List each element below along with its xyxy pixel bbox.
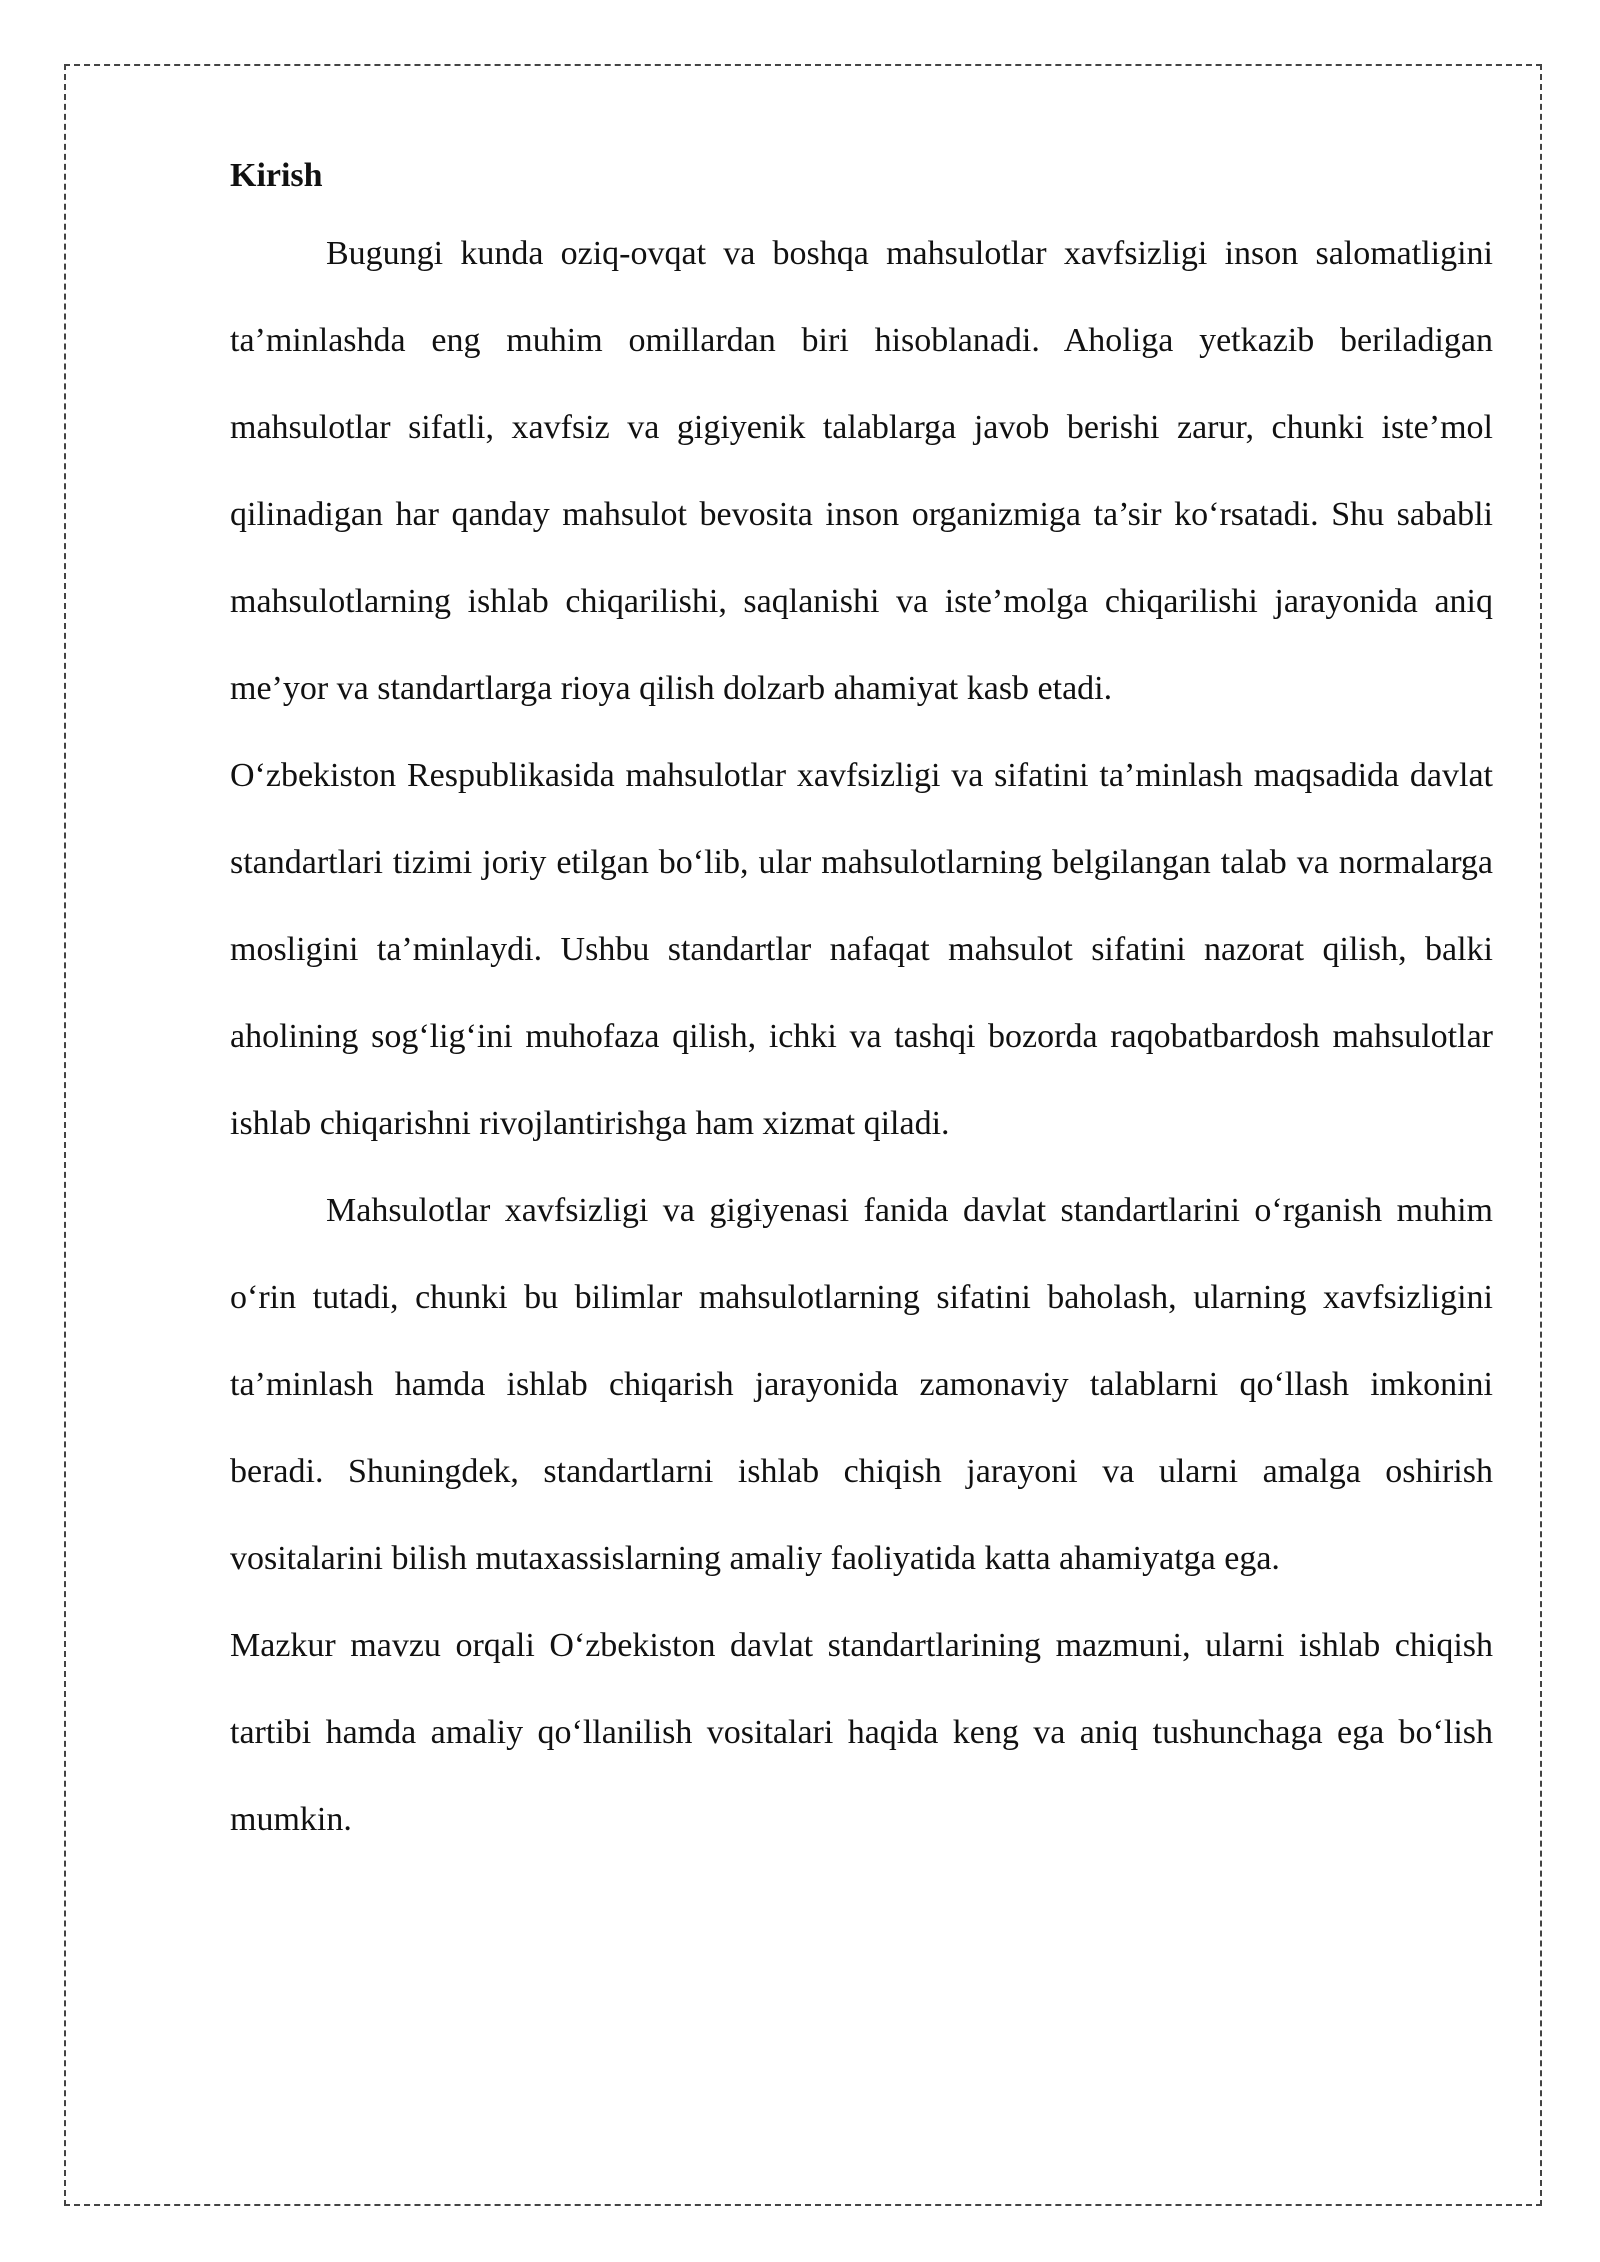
document-body — [230, 150, 1493, 1863]
paragraph-1: Bugungi kunda oziq-ovqat va boshqa mahsulotlar xavfsizligi inson salomatligini ta’minlashda eng muhim omillardan biri hisoblanadi. Aholiga yetkazib beriladigan mahsulotlar sifatli, xavfsiz va gigiyenik talablarga javob berishi zarur, chunki iste’mol qilinadigan har qanday mahsulot bevosita inson organizmiga ta’sir ko‘rsatadi. Shu sababli mahsulotlarning ishlab chiqarilishi, saqlanishi va iste’molga chiqarilishi jarayonida aniq me’yor va standartlarga rioya qilish dolzarb ahamiyat kasb etadi. — [230, 235, 1493, 707]
paragraph-2: O‘zbekiston Respublikasida mahsulotlar xavfsizligi va sifatini ta’minlash maqsadida davlat standartlari tizimi joriy etilgan bo‘lib, ular mahsulotlarning belgilangan talab va normalarga mosligini ta’minlaydi. Ushbu standartlar nafaqat mahsulot sifatini nazorat qilish, balki aholining sog‘lig‘ini muhofaza qilish, ichki va tashqi bozorda raqobatbardosh mahsulotlar ishlab chiqarishni rivojlantirishga ham xizmat qiladi. — [230, 757, 1493, 1142]
paragraph-3: Mahsulotlar xavfsizligi va gigiyenasi fanida davlat standartlarini o‘rganish muhim o‘rin tutadi, chunki bu bilimlar mahsulotlarning sifatini baholash, ularning xavfsizligini ta’minlash hamda ishlab chiqarish jarayonida zamonaviy talablarni qo‘llash imkonini beradi. Shuningdek, standartlarni ishlab chiqish jarayoni va ularni amalga oshirish vositalarini bilish mutaxassislarning amaliy faoliyatida katta ahamiyatga ega. — [230, 1192, 1493, 1577]
section-heading: Kirish — [230, 157, 323, 194]
paragraph-4: Mazkur mavzu orqali O‘zbekiston davlat standartlarining mazmuni, ularni ishlab chiqish tartibi hamda amaliy qo‘llanilish vositalari haqida keng va aniq tushunchaga ega bo‘lish mumkin. — [230, 1627, 1493, 1838]
